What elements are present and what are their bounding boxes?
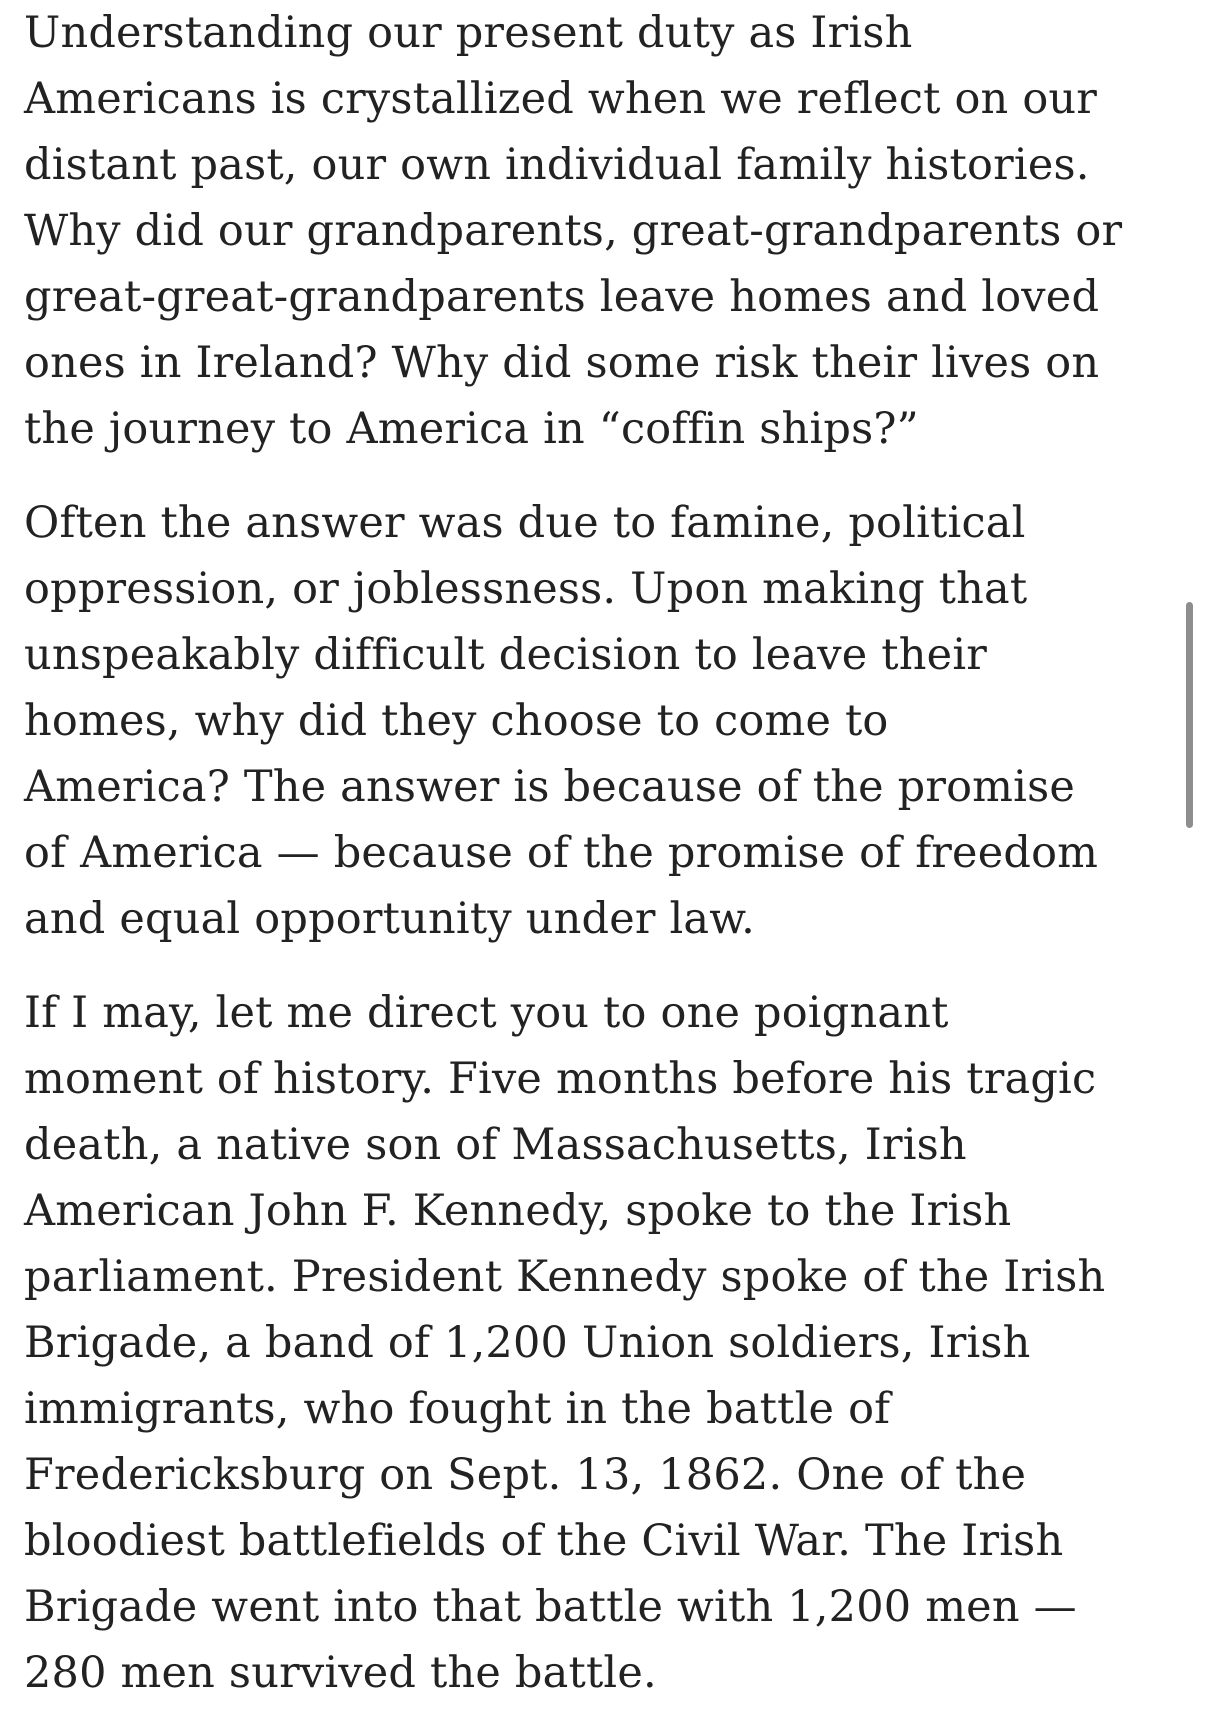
text-line: ones in Ireland? Why did some risk their lives on	[24, 338, 1100, 388]
text-line: Americans is crystallized when we reflect on our	[24, 74, 1098, 124]
text-line: Fredericksburg on Sept. 13, 1862. One of the	[24, 1450, 1027, 1500]
text-line: America? The answer is because of the promise	[24, 762, 1076, 812]
text-line: If I may, let me direct you to one poignant	[24, 988, 949, 1038]
text-line: of America — because of the promise of freedom	[24, 828, 1099, 878]
vertical-scrollbar[interactable]	[1186, 602, 1193, 828]
text-line: the journey to America in “coffin ships?”	[24, 404, 919, 454]
text-line: Brigade went into that battle with 1,200 men —	[24, 1582, 1077, 1632]
text-line: unspeakably difficult decision to leave their	[24, 630, 988, 680]
text-line: and equal opportunity under law.	[24, 894, 756, 944]
text-line: oppression, or joblessness. Upon making that	[24, 564, 1028, 614]
paragraph-3	[24, 980, 1184, 1706]
article-body	[24, 0, 1184, 1734]
paragraph-2	[24, 490, 1184, 952]
text-line: distant past, our own individual family histories.	[24, 140, 1090, 190]
text-line: American John F. Kennedy, spoke to the Irish	[24, 1186, 1012, 1236]
text-line: Why did our grandparents, great-grandparents or	[24, 206, 1123, 256]
text-line: 280 men survived the battle.	[24, 1648, 657, 1698]
text-line: bloodiest battlefields of the Civil War. The Irish	[24, 1516, 1064, 1566]
text-line: great-great-grandparents leave homes and loved	[24, 272, 1100, 322]
text-line: Often the answer was due to famine, political	[24, 498, 1026, 548]
text-line: Brigade, a band of 1,200 Union soldiers, Irish	[24, 1318, 1031, 1368]
text-line: parliament. President Kennedy spoke of the Irish	[24, 1252, 1106, 1302]
text-line: immigrants, who fought in the battle of	[24, 1384, 891, 1434]
text-line: moment of history. Five months before his tragic	[24, 1054, 1097, 1104]
text-line: homes, why did they choose to come to	[24, 696, 889, 746]
paragraph-1	[24, 0, 1184, 462]
text-line: Understanding our present duty as Irish	[24, 8, 913, 58]
text-line: death, a native son of Massachusetts, Irish	[24, 1120, 967, 1170]
